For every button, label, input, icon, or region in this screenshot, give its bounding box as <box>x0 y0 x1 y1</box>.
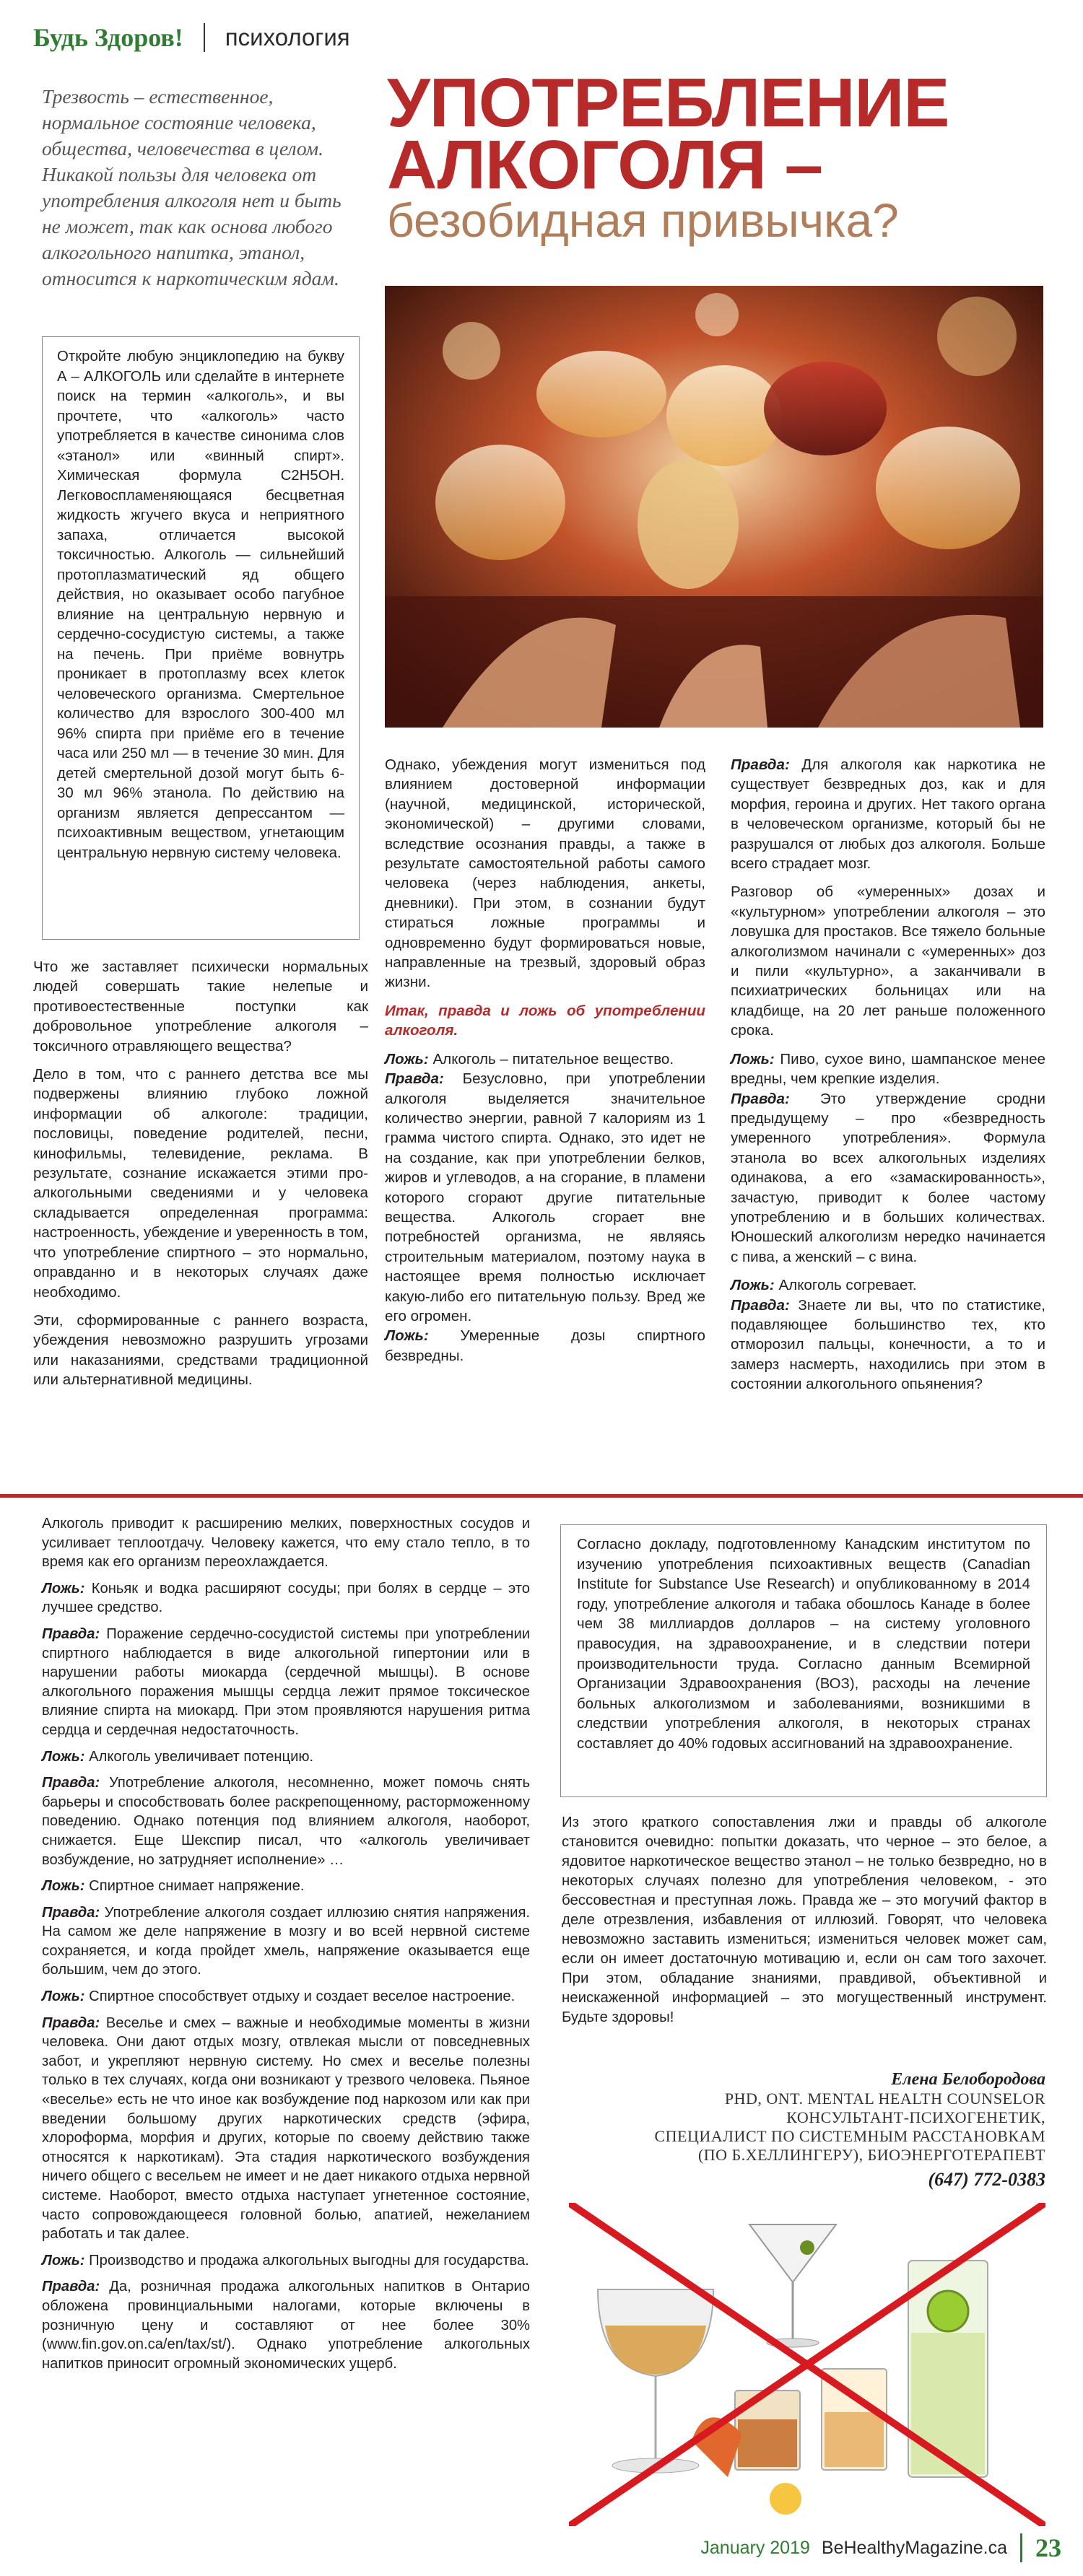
right-truth-1 <box>731 755 1045 873</box>
lie-label: Ложь: <box>731 1277 775 1294</box>
para-text: Да, розничная продажа алкогольных напитков в Онтарио обложена провинциальными налогами, которые включены в розничную цену и составляют от нее более 30% (www.fin.gov.on.ca/en/tax/st/). Однако употребление алкогольных напитков приносит огромный экономических ущерб. <box>42 2279 530 2372</box>
truth-label: Правда: <box>731 1296 790 1314</box>
truth-text: Безусловно, при употреблении алкоголя выделяется значительное количество энергии, равной 7 калориям из 1 грамма чистого спирта. Однако, это идет не на создание, как при употреблении белков, жиров и углеводов, а на сгорание, в пламени которого сгорают другие питательные вещества. Алкоголь сгорает вне потребностей организма, не являясь строительным материалом, поэтому наука в настоящее время полностью исключает какую-либо его питательную пользу. Вред же его огромен. <box>385 1070 705 1324</box>
section-divider <box>0 1494 1083 1498</box>
para-text: Алкоголь увеличивает потенцию. <box>84 1748 314 1765</box>
bottom-left-para <box>42 1514 530 1572</box>
truth-label: Правда: <box>42 1625 100 1642</box>
lie-label: Ложь: <box>731 1050 775 1067</box>
author-credential: СПЕЦИАЛИСТ ПО СИСТЕМНЫМ РАССТАНОВКАМ <box>654 2127 1045 2145</box>
truth-label: Правда: <box>42 1775 100 1791</box>
author-credential: (ПО Б.ХЕЛЛИНГЕРУ), БИОЭНЕРГОТЕРАПЕВТ <box>697 2146 1045 2164</box>
para-text: Употребление алкоголя создает иллюзию снятия напряжения. На самом же деле напряжение в мозгу и во всей нервной системе сохраняется, и когда пройдет хмель, напряжение оказывается еще большим, чем до этого. <box>42 1904 530 1978</box>
truth-label: Правда: <box>42 1904 100 1921</box>
bottom-left-para <box>42 1579 530 1617</box>
bottom-left-para <box>42 1987 530 2007</box>
page-number: 23 <box>1035 2533 1061 2562</box>
mid-lie-1 <box>385 1049 705 1069</box>
page-footer <box>650 2532 1083 2564</box>
right-para-2: Разговор об «умеренных» дозах и «культурном» употреблении алкоголя – это ловушка для простаков. Все тяжело больные алкоголизмом начинали с «умеренных» доз и пили «культурно», а заканчивали в психиатрических больницах или на кладбище, на 20 лет раньше положенного срока. <box>731 883 1045 1039</box>
lie-text: Пиво, сухое вино, шампанское менее вредны, чем крепкие изделия. <box>731 1050 1045 1088</box>
bottom-left-para <box>42 1773 530 1869</box>
crossed-drinks-illustration <box>569 2203 1045 2526</box>
sidebar-text: Откройте любую энциклопедию на букву А – АЛКОГОЛЬ или сделайте в интернете поиск на термин «алкоголь», и вы прочтете, что «алкоголь» часто употребляется в качестве синонима слов «этанол» или «винный спирт». Химическая формула C2H5OH. Легковоспламеняющаяся бесцветная жидкость жгучего вкуса и неприятного запаха, отличается высокой токсичностью. Алкоголь — сильнейший протоплазматический яд общего действия, но оказывает особо пагубное влияние на центральную нервную и сердечно-сосудистую системы, а также на печень. При приёме вовнутрь проникает в протоплазму всех клеток человеческого организма. Смертельное количество для взрослого 300-400 мл 96% спирта при приёме его в течение часа или 250 мл — в течение 30 мин. Для детей смертельной дозой могут быть 6-30 мл 96% этанола. По действию на организм является депрессантом — психоактивным веществом, угнетающим центральную нервную систему человека. <box>57 349 344 861</box>
truth-label: Правда: <box>731 1090 790 1107</box>
right-column <box>731 755 1045 1403</box>
research-text: Согласно докладу, подготовленному Канадским институтом по изучению употребления психоактивных веществ (Canadian Institute for Substance Use Research) и опубликованному в 2014 году, употребление алкоголя и табака обошлось Канаде в более чем 38 миллиардов долларов – на систему уголовного правосудия, на здравоохранение, и в следствии потери производительности труда. Согласно данным Всемирной Организации Здравоохранения (ВОЗ), расходы на лечение больных алкоголизмом и заболеваниями, возникшими в следствии употребления алкоголя, в некоторых странах составляет до 40% годовых ассигнований на здравоохранение. <box>577 1537 1030 1752</box>
lie-label: Ложь: <box>385 1050 429 1067</box>
left-para-2: Дело в том, что с раннего детства все мы подвержены влиянию глубоко ложной информации об алкоголе: традиции, пословицы, поведение родителей, песни, кинофильмы, телевидение, реклама. В результате, сознание искажается этими про-алкогольными сведениями и у человека складывается определенная программа: настроенность, убеждение и уверенность в том, что употребление спиртного – это нормально, оправданно и в некоторых случаях даже необходимо. <box>33 1066 368 1301</box>
bottom-left-para <box>42 1625 530 1740</box>
left-para-1: Что же заставляет психически нормальных людей совершать такие нелепые и противоестественные поступки как добровольное употребление алкоголя – токсичного отравляющего вещества? <box>33 959 368 1055</box>
lie-label: Ложь: <box>42 1580 85 1597</box>
truth-text: Знаете ли вы, что по статистике, подавляющее большинство тех, кто отморозил пальцы, конечности, а то и замерз насмерть, находились при этом в состоянии алкогольного опьянения? <box>731 1296 1045 1393</box>
toast-photo <box>385 286 1043 728</box>
truth-text: Это утверждение сродни предыдущему – про «безвредность умеренного употребления». Формула этанола во всех алкогольных изделиях одинакова, а его «замаскированность», зачастую, приводит к более частому употреблению и в больших количествах. Юношеский алкоголизм нередко начинается с пива, а женский – с вина. <box>731 1090 1045 1265</box>
lie-text: Умеренные дозы спиртного безвредны. <box>385 1327 705 1364</box>
magazine-brand: Будь Здоров! <box>33 23 183 52</box>
author-signature <box>563 2070 1045 2191</box>
article-subtitle: безобидная привычка? <box>387 193 899 247</box>
lie-text: Алкоголь – питательное вещество. <box>428 1050 674 1067</box>
right-lie-2 <box>731 1275 1045 1295</box>
bottom-left-para <box>42 2277 530 2373</box>
right-truth-3 <box>731 1296 1045 1394</box>
truth-label: Правда: <box>42 2014 100 2031</box>
bottom-left-para <box>42 1747 530 1767</box>
intro-lead: Трезвость – естественное, нормальное состояние человека, общества, человечества в целом. Никакой пользы для человека от употребления алкоголя нет и быть не может, так как основа любого алкогольного напитка, этанол, относится к наркотическим ядам. <box>42 85 342 289</box>
truth-label: Правда: <box>731 756 790 773</box>
para-text: Алкоголь приводит к расширению мелких, поверхностных сосудов и усиливает теплоотдачу. Человеку кажется, что ему стало тепло, в то время как его организм переохлаждается. <box>42 1516 530 1571</box>
left-column <box>33 957 368 1399</box>
left-para-3: Эти, сформированные с раннего возраста, убеждения невозможно разрушить угрозами или наказаниями, средствами традиционной или альтернативной медицины. <box>33 1311 368 1389</box>
section-label: психология <box>225 24 350 51</box>
bottom-left-para <box>42 1877 530 1896</box>
bottom-left-para <box>42 1903 530 1980</box>
right-truth-2 <box>731 1089 1045 1267</box>
truth-text: Для алкоголя как наркотика не существует безвредных доз, как и для морфия, героина и других. Нет такого органа в человеческом организме, который бы не разрушался от любых доз алкоголя. Больше всего страдает мозг. <box>731 756 1045 873</box>
para-text: Производство и продажа алкогольных выгодны для государства. <box>84 2252 529 2269</box>
lie-label: Ложь: <box>42 1878 85 1895</box>
lie-label: Ложь: <box>42 2252 85 2269</box>
lie-label: Ложь: <box>42 1988 85 2005</box>
bottom-left-para <box>42 2251 530 2271</box>
para-text: Поражение сердечно-сосудистой системы при употреблении спиртного наблюдается в виде алкогольной гипертонии или в нарушении работы миокарда (сердечной мышцы). В основе алкогольного поражения мышцы сердца лежит прямое токсическое влияние спирта на миокард. При этом проявляются нарушения ритма сердца и сердечная недостаточность. <box>42 1625 530 1738</box>
truth-label: Правда: <box>385 1070 444 1088</box>
conclusion-text: Из этого краткого сопоставления лжи и правды об алкоголе становится очевидно: попытки доказать, что черное – это белое, а ядовитое наркотическое вещество этанол – не только безвредно, но в некоторых случаях полезно для употребления человеком, - это бессовестная и преступная ложь. Правда же – это могучий фактор в деле отрезвления, избавления от иллюзий. Говорят, что человека невозможно заставить измениться; измениться человек может сам, если он имеет достаточную мотивацию и, если он сам того захочет. При этом, обладание знаниями, правдивой, объективной и неискаженной информацией – это могущественный инструмент. Будьте здоровы! <box>562 1815 1047 2025</box>
footer-divider <box>1020 2533 1022 2562</box>
drinks-crossed-icon <box>569 2203 1045 2526</box>
conclusion-column <box>562 1813 1047 2036</box>
toast-photo-illustration <box>385 286 1043 728</box>
lie-label: Ложь: <box>385 1327 429 1345</box>
magazine-site: BeHealthyMagazine.ca <box>821 2537 1007 2558</box>
mid-truth-1 <box>385 1069 705 1326</box>
bottom-left-column <box>42 1514 530 2380</box>
mid-heading: Итак, правда и ложь об употреблении алкоголя. <box>385 1002 705 1039</box>
para-text: Веселье и смех – важные и необходимые моменты в жизни человека. Они дают отдых мозгу, отвлекая мысли от повседневных забот, и укрепляют нервную систему. Но смех и веселье полезны только в тех случаях, когда они возникают у трезвого человека. Пьяное «веселье» есть не что иное как возбуждение под наркозом или как при введении большому других наркотических средств (эфира, хлороформа, морфия и других, которые по своему действию также относятся к наркотикам). Эта стадия наркотического возбуждения ничего общего с весельем не имеет и не дает никакого отдыха нервной системе. Наоборот, вместо отдыха наступает угнетенное состояние, часто сопровождающееся головной болью, апатией, нежеланием работать и так далее. <box>42 2014 530 2243</box>
mid-lie-2 <box>385 1326 705 1366</box>
encyclopedia-sidebar <box>42 336 360 940</box>
para-text: Спиртное снимает напряжение. <box>84 1878 305 1895</box>
author-credential: КОНСУЛЬТАНТ-ПСИХОГЕНЕТИК, <box>786 2108 1045 2126</box>
header-divider <box>204 23 205 52</box>
research-box <box>560 1524 1047 1797</box>
author-credential: PHD, ONT. MENTAL HEALTH COUNSELOR <box>724 2090 1045 2108</box>
truth-label: Правда: <box>42 2279 100 2295</box>
bottom-left-para <box>42 2014 530 2244</box>
author-name: Елена Белобородова <box>891 2070 1045 2089</box>
right-lie-1 <box>731 1049 1045 1089</box>
page-header <box>33 16 350 59</box>
article-title: УПОТРЕБЛЕНИЕ АЛКОГОЛЯ – <box>387 64 949 204</box>
issue-date: January 2019 <box>700 2537 810 2558</box>
lie-label: Ложь: <box>42 1748 85 1765</box>
para-text: Коньяк и водка расширяют сосуды; при болях в сердце – это лучшее средство. <box>42 1580 530 1616</box>
lie-text: Алкоголь согревает. <box>774 1277 917 1294</box>
para-text: Употребление алкоголя, несомненно, может помочь снять барьеры и способствовать более раскрепощенному, расторможенному поведению. Однако потенция под влиянием алкоголя, наоборот, снижается. Еще Шекспир писал, что «алкоголь увеличивает возбуждение, но затрудняет исполнение» … <box>42 1775 530 1868</box>
middle-column <box>385 755 705 1374</box>
author-phone: (647) 772-0383 <box>928 2169 1045 2190</box>
para-text: Спиртное способствует отдыху и создает веселое настроение. <box>84 1988 516 2005</box>
mid-para-1: Однако, убеждения могут измениться под влиянием достоверной информации (научной, медицинской, исторической, экономической) – другими словами, вследствие осознания правды, а также в результате самостоятельной работы самого человека (через наблюдения, анкеты, дневники). При этом, в сознании будут стираться ложные программы и одновременно будут формироваться новые, направленные на трезвый, здоровый образ жизни. <box>385 756 705 991</box>
